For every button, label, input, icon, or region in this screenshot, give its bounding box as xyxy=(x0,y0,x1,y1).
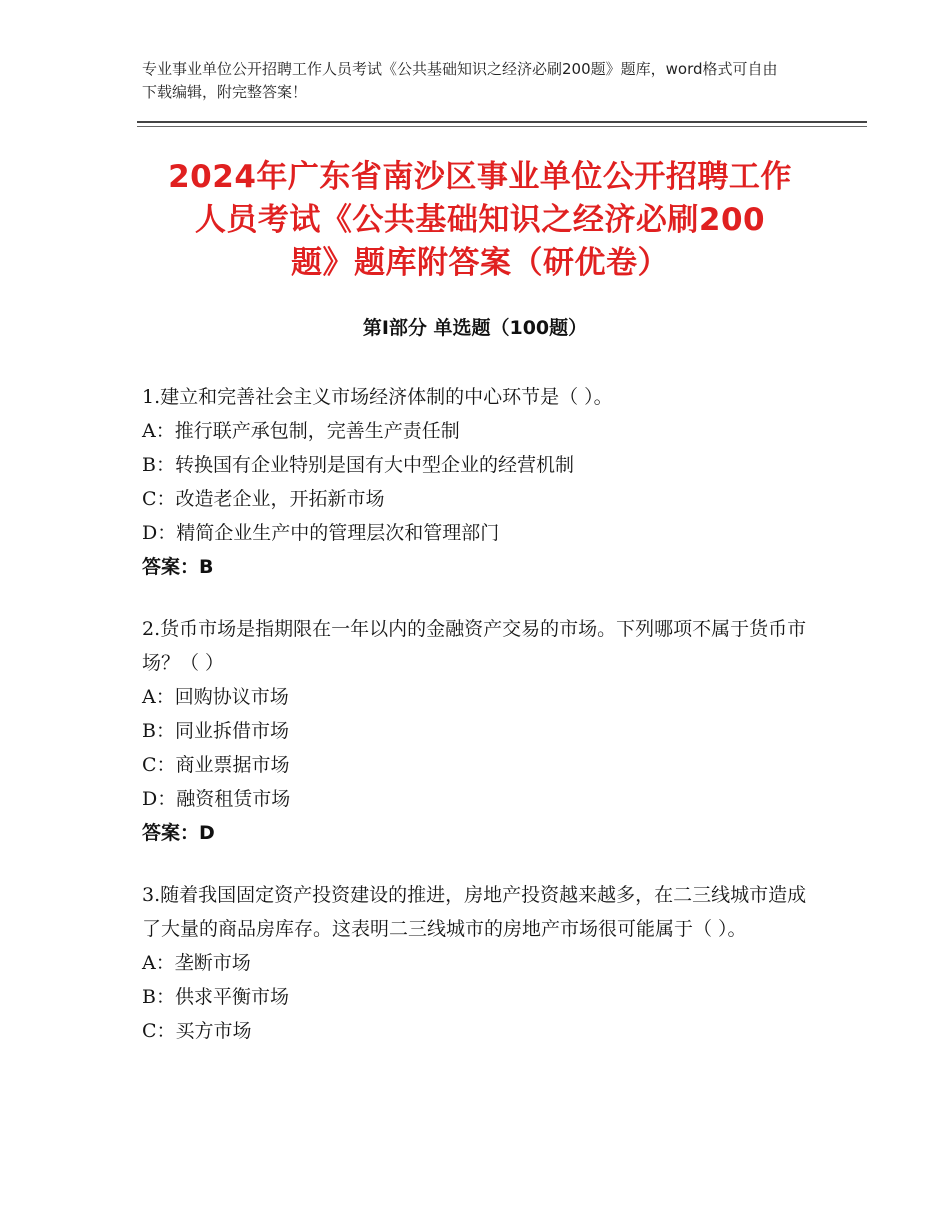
title-line-2: 人员考试《公共基础知识之经济必刷200 xyxy=(194,202,766,238)
question-list xyxy=(142,380,822,1076)
header-rule-thick xyxy=(137,121,867,123)
question-stem: 3.随着我国固定资产投资建设的推进，房地产投资越来越多，在二三线城市造成了大量的商品房库存。这表明二三线城市的房地产市场很可能属于（ ）。 xyxy=(142,884,807,940)
question-1 xyxy=(142,380,822,584)
option-c: C：商业票据市场 xyxy=(142,754,290,776)
option-c: C：改造老企业，开拓新市场 xyxy=(142,488,385,510)
title-line-1: 2024年广东省南沙区事业单位公开招聘工作 xyxy=(168,159,792,195)
question-2 xyxy=(142,612,822,850)
title-line-3: 题》题库附答案（研优卷） xyxy=(291,245,669,281)
option-d: D：精简企业生产中的管理层次和管理部门 xyxy=(142,522,500,544)
question-stem: 1.建立和完善社会主义市场经济体制的中心环节是（ ）。 xyxy=(142,386,613,408)
option-b: B：转换国有企业特别是国有大中型企业的经营机制 xyxy=(142,454,574,476)
document-title xyxy=(130,156,830,285)
option-a: A：垄断市场 xyxy=(142,952,251,974)
section-heading: 第Ⅰ部分 单选题（100题） xyxy=(362,317,588,339)
header-note: 专业事业单位公开招聘工作人员考试《公共基础知识之经济必刷200题》题库，word格式可自由下载编辑，附完整答案！ xyxy=(142,60,778,101)
answer: 答案：B xyxy=(142,556,214,578)
question-3 xyxy=(142,878,822,1048)
answer: 答案：D xyxy=(142,822,215,844)
option-a: A：回购协议市场 xyxy=(142,686,289,708)
question-stem: 2.货币市场是指期限在一年以内的金融资产交易的市场。下列哪项不属于货币市场？（ ） xyxy=(142,618,807,674)
option-b: B：供求平衡市场 xyxy=(142,986,289,1008)
option-c: C：买方市场 xyxy=(142,1020,252,1042)
header-rule-thin xyxy=(137,126,867,127)
option-a: A：推行联产承包制，完善生产责任制 xyxy=(142,420,460,442)
option-d: D：融资租赁市场 xyxy=(142,788,291,810)
option-b: B：同业拆借市场 xyxy=(142,720,289,742)
